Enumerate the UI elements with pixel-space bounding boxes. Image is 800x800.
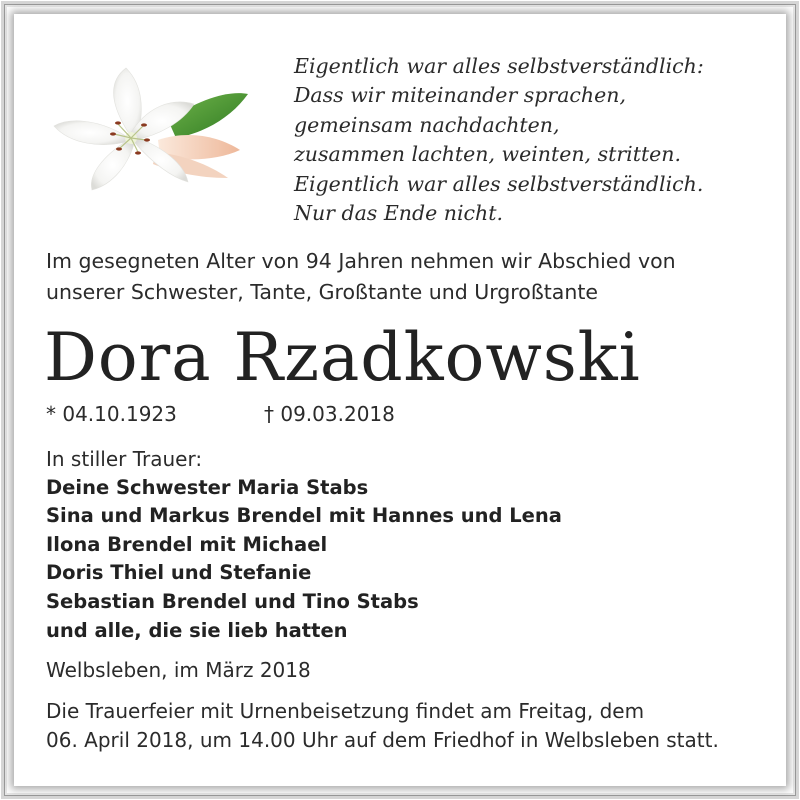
mourner-entry: Sebastian Brendel und Tino Stabs bbox=[46, 589, 419, 613]
intro-text bbox=[46, 246, 766, 307]
deceased-name: Dora Rzadkowski bbox=[44, 319, 641, 396]
mourners-list bbox=[46, 445, 562, 645]
poem-line: Eigentlich war alles selbstverständlich: bbox=[294, 54, 704, 78]
mourner-entry: Ilona Brendel mit Michael bbox=[46, 532, 328, 556]
intro-line: unserer Schwester, Tante, Großtante und Urgroßtante bbox=[46, 279, 598, 304]
mourner-entry: und alle, die sie lieb hatten bbox=[46, 618, 348, 642]
mourner-entry: Deine Schwester Maria Stabs bbox=[46, 475, 369, 499]
place-date: Welbsleben, im März 2018 bbox=[46, 658, 311, 682]
life-dates bbox=[46, 400, 395, 428]
funeral-line: Die Trauerfeier mit Urnenbeisetzung findet am Freitag, dem bbox=[46, 699, 645, 723]
mourner-entry: Sina und Markus Brendel mit Hannes und Lena bbox=[46, 504, 562, 528]
poem-line: gemeinsam nachdachten, bbox=[294, 112, 560, 137]
poem-line: Eigentlich war alles selbstverständlich. bbox=[294, 171, 704, 196]
funeral-info bbox=[46, 697, 766, 754]
poem bbox=[294, 52, 774, 228]
mourner-entry: Doris Thiel und Stefanie bbox=[46, 561, 312, 585]
poem-line: Nur das Ende nicht. bbox=[294, 201, 503, 226]
funeral-line: 06. April 2018, um 14.00 Uhr auf dem Friedhof in Welbsleben statt. bbox=[46, 727, 719, 752]
poem-line: Dass wir miteinander sprachen, bbox=[294, 83, 626, 108]
lily-flower-icon bbox=[48, 60, 253, 195]
birth-date: * 04.10.1923 bbox=[46, 402, 177, 426]
mourners-heading: In stiller Trauer: bbox=[46, 447, 203, 471]
intro-line: Im gesegneten Alter von 94 Jahren nehmen wir Abschied von bbox=[46, 249, 676, 273]
poem-line: zusammen lachten, weinten, stritten. bbox=[294, 142, 682, 167]
death-date: † 09.03.2018 bbox=[264, 402, 395, 426]
